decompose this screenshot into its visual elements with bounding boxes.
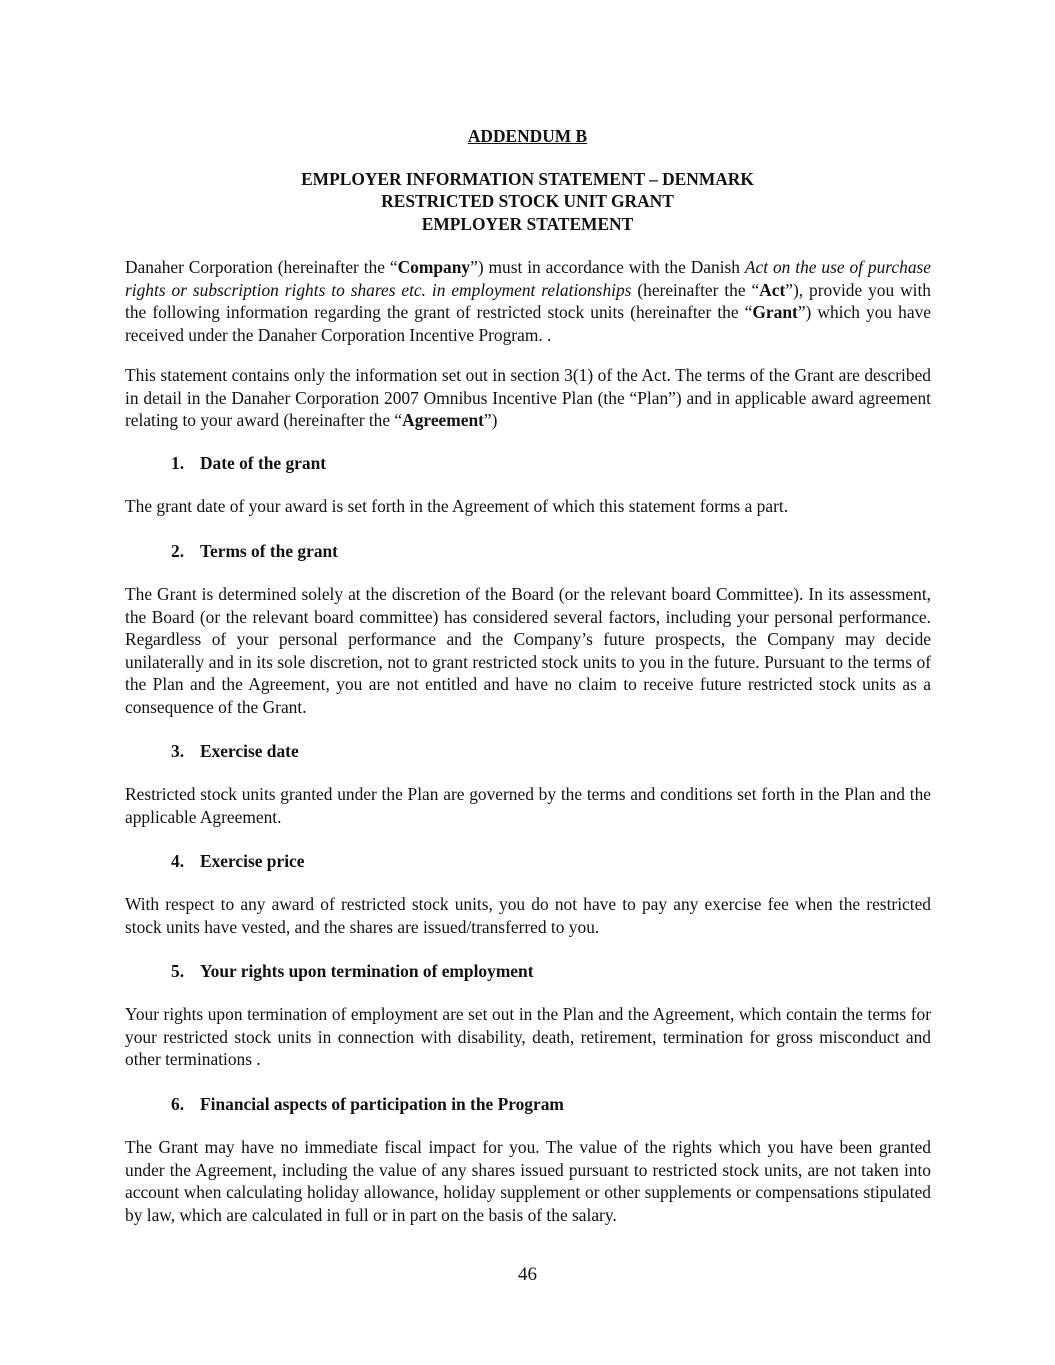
section-2-body: The Grant is determined solely at the discretion of the Board (or the relevant board Committee). In its assessment, the Board (or the relevant board committee) has considered several factors, including your personal performance. Regardless of your personal performance and the Company’s future prospects, the Company may decide unilaterally and in its sole discretion, not to grant restricted stock units to you in the future. Pursuant to the terms of the Plan and the Agreement, you are not entitled and have no claim to receive future restricted stock units as a consequence of the Grant. — [125, 584, 931, 717]
section-3-heading: 3. Exercise date — [171, 741, 299, 761]
section-3-body: Restricted stock units granted under the Plan are governed by the terms and conditions set forth in the Plan and the applicable Agreement. — [125, 784, 931, 827]
statement-title-line-3: EMPLOYER STATEMENT — [421, 214, 634, 234]
page-number: 46 — [518, 1264, 537, 1285]
section-6-heading: 6. Financial aspects of participation in the Program — [171, 1094, 564, 1114]
statement-title-line-1: EMPLOYER INFORMATION STATEMENT – DENMARK — [301, 169, 754, 189]
section-6-body: The Grant may have no immediate fiscal impact for you. The value of the rights which you have been granted under the Agreement, including the value of any shares issued pursuant to restricted stock units, are not taken into account when calculating holiday allowance, holiday supplement or other supplements or compensations stipulated by law, which are calculated in full or in part on the basis of the salary. — [125, 1137, 931, 1225]
intro-paragraph: Danaher Corporation (hereinafter the “Company”) must in accordance with the Danish Act on the use of purchase rights or subscription rights to shares etc. in employment relationships (hereinafter the “Act”), provide you with the following information regarding the grant of restricted stock units (hereinafter the “Grant”) which you have received under the Danaher Corporation Incentive Program. . — [125, 257, 931, 345]
statement-title-line-2: RESTRICTED STOCK UNIT GRANT — [381, 191, 674, 211]
section-2-heading: 2. Terms of the grant — [171, 541, 338, 561]
section-1-heading: 1. Date of the grant — [171, 453, 327, 473]
addendum-title: ADDENDUM B — [467, 126, 588, 146]
section-1-body: The grant date of your award is set forth in the Agreement of which this statement forms a part. — [125, 496, 789, 516]
section-5-heading: 5. Your rights upon termination of employment — [171, 961, 534, 981]
section-5-body: Your rights upon termination of employment are set out in the Plan and the Agreement, which contain the terms for your restricted stock units in connection with disability, death, retirement, termination for gross misconduct and other terminations . — [125, 1004, 931, 1069]
section-4-body: With respect to any award of restricted stock units, you do not have to pay any exercise fee when the restricted stock units have vested, and the shares are issued/transferred to you. — [125, 894, 931, 937]
scope-paragraph: This statement contains only the information set out in section 3(1) of the Act. The terms of the Grant are described in detail in the Danaher Corporation 2007 Omnibus Incentive Plan (the “Plan”) and in applicable award agreement relating to your award (hereinafter the “Agreement”) — [125, 365, 931, 430]
section-4-heading: 4. Exercise price — [171, 851, 305, 871]
